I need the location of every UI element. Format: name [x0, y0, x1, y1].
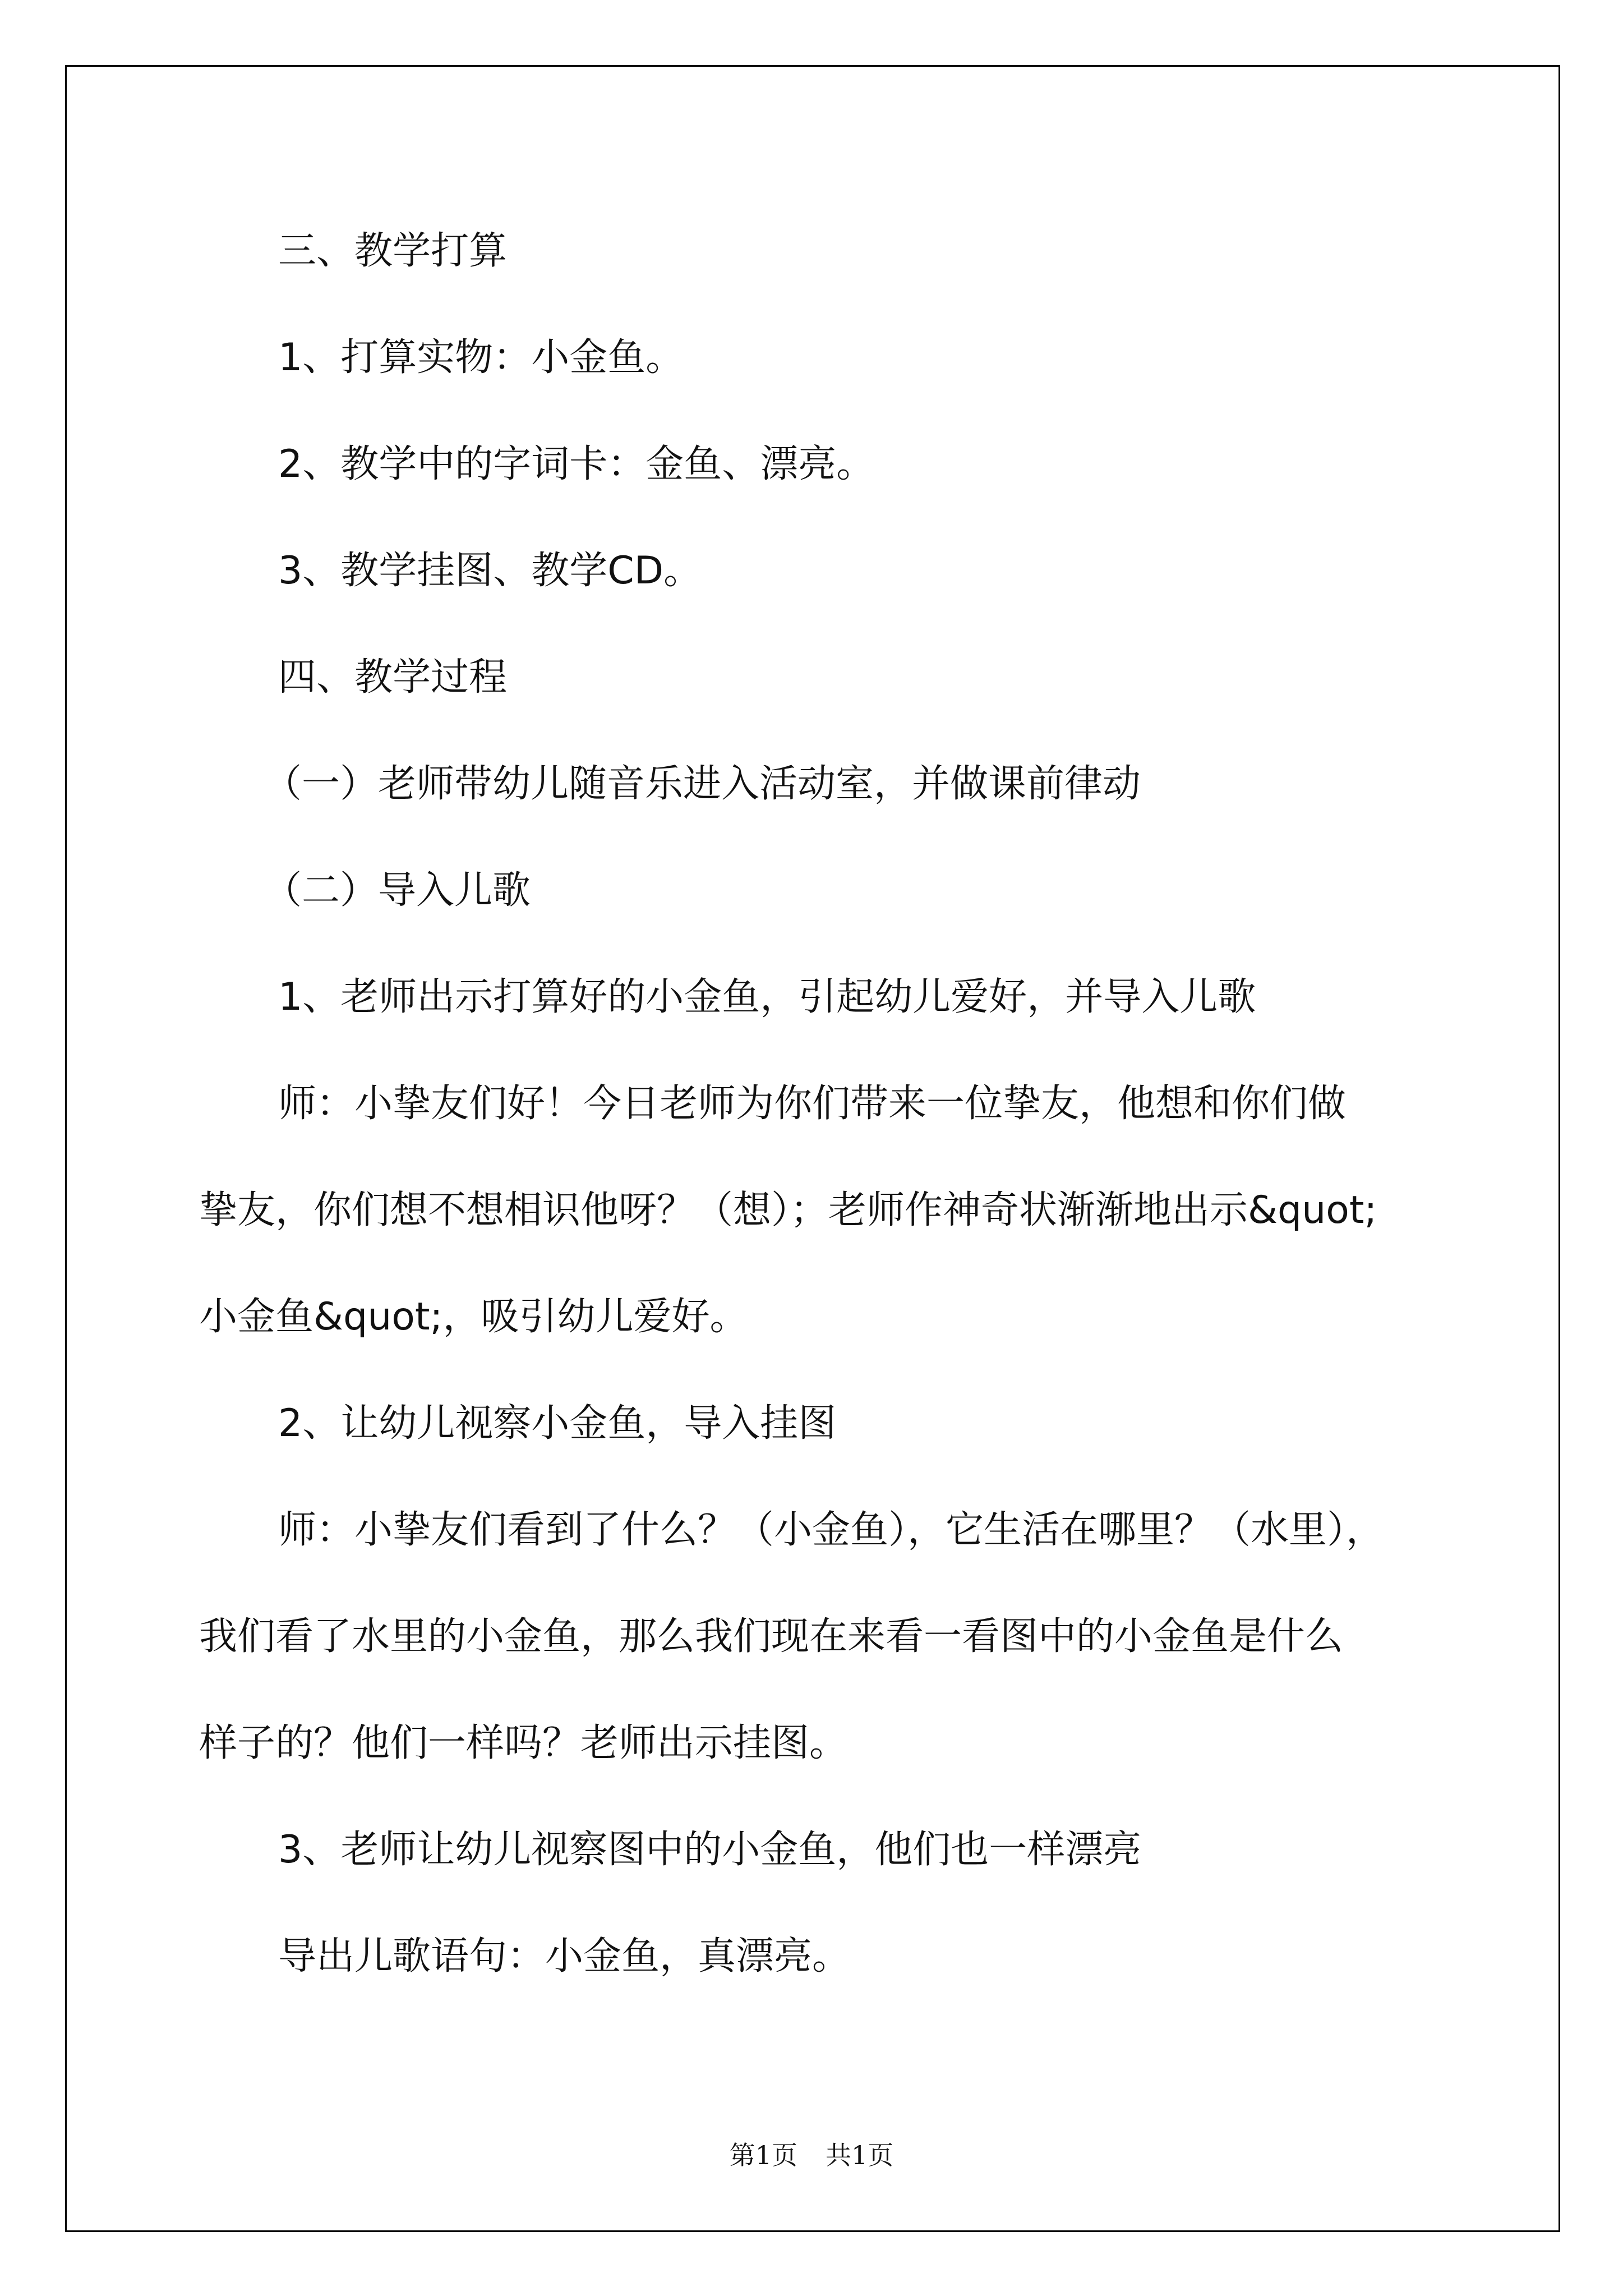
- page-number: 第1页: [729, 2140, 797, 2170]
- paragraph-line: 2、让幼儿视察小金鱼，导入挂图: [278, 1401, 837, 1446]
- paragraph-line: 小金鱼&quot;，吸引幼儿爱好。: [199, 1295, 748, 1339]
- paragraph-line: 师：小挚友们看到了什么？（小金鱼），它生活在哪里？（水里），: [278, 1508, 1385, 1552]
- paragraph-line: 1、老师出示打算好的小金鱼，引起幼儿爱好，并导入儿歌: [278, 975, 1256, 1019]
- section-heading: 三、教学打算: [278, 229, 508, 273]
- paragraph-line: 我们看了水里的小金鱼，那么我们现在来看一看图中的小金鱼是什么: [199, 1614, 1344, 1659]
- paragraph-line: 师：小挚友们好！今日老师为你们带来一位挚友，他想和你们做: [278, 1082, 1347, 1126]
- paragraph-line: （二）导入儿歌: [264, 868, 531, 913]
- paragraph-line: 导出儿歌语句：小金鱼，真漂亮。: [278, 1934, 851, 1978]
- paragraph-line: 样子的？他们一样吗？老师出示挂图。: [199, 1721, 848, 1765]
- paragraph-line: 3、教学挂图、教学CD。: [278, 549, 702, 593]
- paragraph-line: 3、老师让幼儿视察图中的小金鱼，他们也一样漂亮: [278, 1828, 1142, 1872]
- paragraph-line: 2、教学中的字词卡：金鱼、漂亮。: [278, 442, 875, 486]
- page-footer: [0, 2135, 1623, 2172]
- section-heading: 四、教学过程: [278, 655, 508, 700]
- paragraph-line: 挚友，你们想不想相识他呀？（想）；老师作神奇状渐渐地出示&quot;: [199, 1188, 1377, 1232]
- page-total: 共1页: [826, 2140, 894, 2170]
- paragraph-line: 1、打算实物：小金鱼。: [278, 335, 684, 380]
- paragraph-line: （一）老师带幼儿随音乐进入活动室，并做课前律动: [264, 762, 1141, 806]
